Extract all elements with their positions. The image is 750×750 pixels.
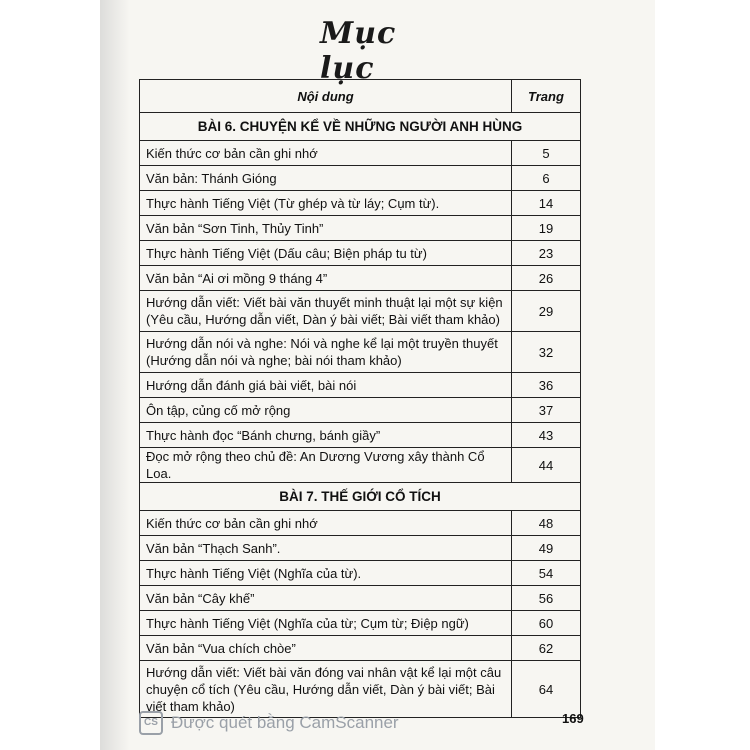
- toc-row: [140, 586, 581, 611]
- toc-entry-page: 49: [512, 536, 581, 561]
- toc-row: [140, 216, 581, 241]
- toc-entry-page: 64: [512, 661, 581, 718]
- toc-entry-text: Hướng dẫn viết: Viết bài văn đóng vai nhân vật kể lại một câu chuyện cổ tích (Yêu cầu, Hướng dẫn viết, Dàn ý bài viết; Bài viết tham khảo): [140, 661, 512, 718]
- toc-row: [140, 536, 581, 561]
- toc-entry-page: 44: [512, 448, 581, 483]
- toc-row: [140, 141, 581, 166]
- toc-entry-text: Văn bản “Sơn Tinh, Thủy Tinh”: [140, 216, 512, 241]
- toc-entry-text: Hướng dẫn đánh giá bài viết, bài nói: [140, 373, 512, 398]
- toc-entry-text: Thực hành Tiếng Việt (Nghĩa của từ; Cụm từ; Điệp ngữ): [140, 611, 512, 636]
- toc-entry-text: Thực hành Tiếng Việt (Từ ghép và từ láy; Cụm từ).: [140, 191, 512, 216]
- toc-entry-text: Kiến thức cơ bản cần ghi nhớ: [140, 141, 512, 166]
- page-number: 169: [562, 711, 584, 726]
- toc-row: [140, 561, 581, 586]
- camscanner-watermark: [139, 711, 399, 735]
- toc-entry-page: 23: [512, 241, 581, 266]
- toc-row: [140, 661, 581, 718]
- toc-row: [140, 166, 581, 191]
- toc-entry-page: 19: [512, 216, 581, 241]
- toc-entry-page: 32: [512, 332, 581, 373]
- toc-header-row: [140, 80, 581, 113]
- toc-entry-text: Văn bản “Vua chích chòe”: [140, 636, 512, 661]
- toc-section-heading: BÀI 6. CHUYỆN KỂ VỀ NHỮNG NGƯỜI ANH HÙNG: [140, 113, 581, 141]
- toc-entry-page: 54: [512, 561, 581, 586]
- toc-entry-text: Văn bản: Thánh Gióng: [140, 166, 512, 191]
- toc-section-row: [140, 113, 581, 141]
- toc-entry-page: 6: [512, 166, 581, 191]
- toc-entry-text: Hướng dẫn viết: Viết bài văn thuyết minh thuật lại một sự kiện (Yêu cầu, Hướng dẫn viết, Dàn ý bài viết; Bài viết tham khảo): [140, 291, 512, 332]
- toc-section-heading: BÀI 7. THẾ GIỚI CỔ TÍCH: [140, 483, 581, 511]
- toc-entry-text: Ôn tập, củng cố mở rộng: [140, 398, 512, 423]
- toc-entry-page: 37: [512, 398, 581, 423]
- toc-row: [140, 636, 581, 661]
- toc-entry-text: Văn bản “Cây khế”: [140, 586, 512, 611]
- toc-entry-text: Văn bản “Thạch Sanh”.: [140, 536, 512, 561]
- toc-entry-text: Đọc mở rộng theo chủ đề: An Dương Vương xây thành Cổ Loa.: [140, 448, 512, 483]
- toc-row: [140, 191, 581, 216]
- toc-entry-text: Kiến thức cơ bản cần ghi nhớ: [140, 511, 512, 536]
- camscanner-text: Được quét bằng CamScanner: [171, 713, 399, 732]
- toc-row: [140, 423, 581, 448]
- toc-entry-page: 43: [512, 423, 581, 448]
- toc-row: [140, 448, 581, 483]
- toc-entry-page: 62: [512, 636, 581, 661]
- toc-entry-page: 29: [512, 291, 581, 332]
- toc-entry-page: 56: [512, 586, 581, 611]
- toc-section-row: [140, 483, 581, 511]
- toc-entry-page: 5: [512, 141, 581, 166]
- toc-entry-page: 26: [512, 266, 581, 291]
- toc-entry-page: 48: [512, 511, 581, 536]
- toc-row: [140, 373, 581, 398]
- toc-row: [140, 266, 581, 291]
- toc-row: [140, 241, 581, 266]
- toc-body: [140, 113, 581, 718]
- toc-row: [140, 291, 581, 332]
- toc-entry-text: Thực hành Tiếng Việt (Dấu câu; Biện pháp tu từ): [140, 241, 512, 266]
- toc-entry-page: 36: [512, 373, 581, 398]
- page-title: Mục lục: [320, 16, 397, 86]
- toc-entry-page: 60: [512, 611, 581, 636]
- table-of-contents: [139, 79, 581, 718]
- camscanner-logo-icon: CS: [139, 711, 163, 735]
- toc-row: [140, 611, 581, 636]
- page-binding-shadow: [100, 0, 130, 750]
- toc-header-content: Nội dung: [140, 80, 512, 113]
- toc-row: [140, 332, 581, 373]
- toc-entry-text: Thực hành Tiếng Việt (Nghĩa của từ).: [140, 561, 512, 586]
- toc-entry-text: Văn bản “Ai ơi mồng 9 tháng 4”: [140, 266, 512, 291]
- toc-entry-text: Hướng dẫn nói và nghe: Nói và nghe kể lại một truyền thuyết (Hướng dẫn nói và nghe; bài nói tham khảo): [140, 332, 512, 373]
- toc-entry-text: Thực hành đọc “Bánh chưng, bánh giầy”: [140, 423, 512, 448]
- toc-entry-page: 14: [512, 191, 581, 216]
- toc-row: [140, 511, 581, 536]
- toc-row: [140, 398, 581, 423]
- toc-header-page: Trang: [512, 80, 581, 113]
